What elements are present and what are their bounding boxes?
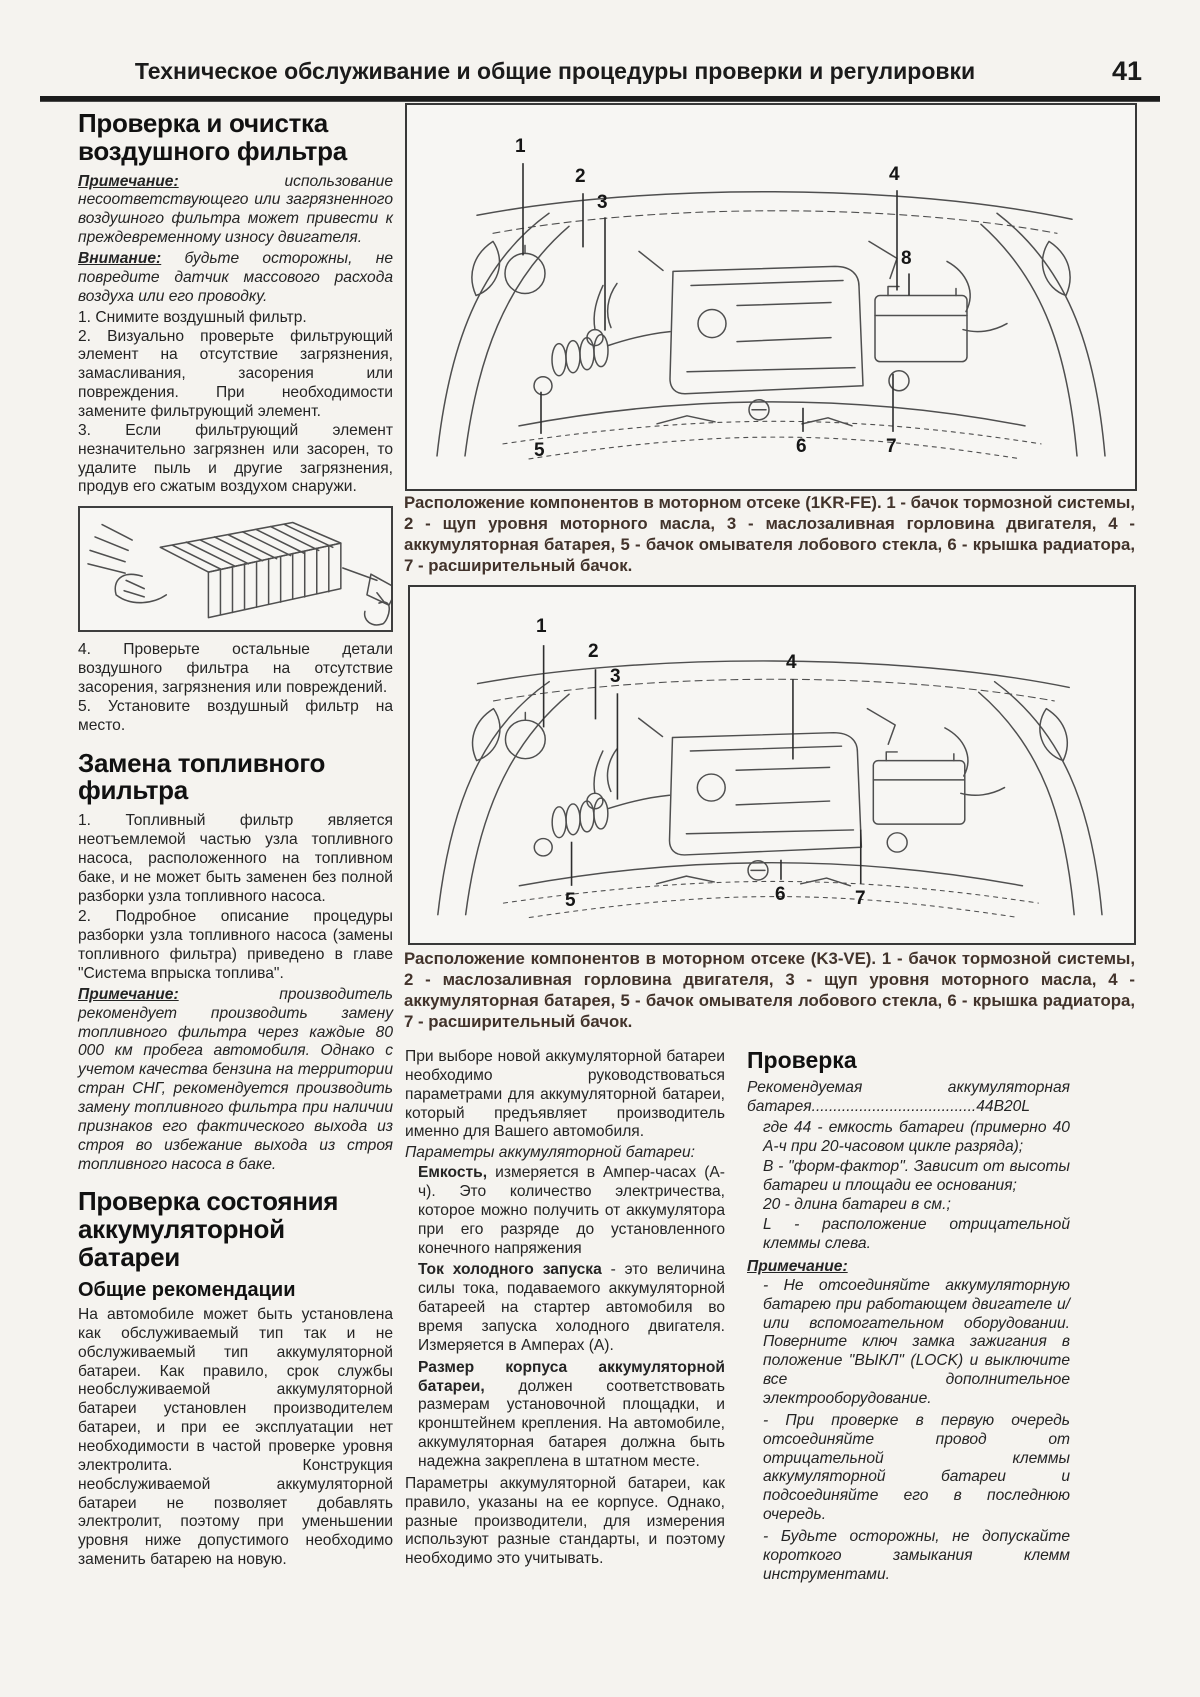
callout-number: 1 xyxy=(515,136,526,157)
page-header-title: Техническое обслуживание и общие процедуры проверки и регулировки xyxy=(134,58,976,84)
param-term: Емкость, xyxy=(418,1164,488,1182)
battery-general-text: На автомобиле может быть установлена как обслуживаемый тип так и не обслуживаемый тип аккумуляторной батареи. Как правило, срок службы необслуживаемой аккумуляторной батареи установлен производителем батареи, и при ее эксплуатации нет необходимости в частой проверке уровня электролита. Конструкция необслуживаемой аккумуляторной батареи не позволяет добавлять электролит, поэтому при уменьшении уровня ниже допустимого необходимо заменить батарею на новую. xyxy=(78,1305,393,1569)
fuel-filter-para-1: 1. Топливный фильтр является неотъемлемой частью узла топливного насоса, расположенного на топливном баке, и не может быть заменен без полной разборки узла топливного насоса. xyxy=(78,812,393,905)
page-number: 41 xyxy=(1111,56,1142,86)
section-title-battery-check: Проверка состояния аккумуляторной батареи xyxy=(78,1186,339,1273)
param-cold-cranking xyxy=(405,1261,725,1355)
callout-number: 4 xyxy=(786,652,797,673)
note-label: Примечание: xyxy=(78,985,179,1003)
callout-number: 1 xyxy=(536,616,547,637)
callout-number: 7 xyxy=(855,888,866,909)
air-filter-illustration xyxy=(80,508,391,630)
param-capacity xyxy=(405,1164,725,1258)
fuel-filter-note xyxy=(78,986,393,1175)
spec-leader-dots: ...................................... xyxy=(811,1098,977,1116)
figure-air-filter-cleaning xyxy=(78,506,393,632)
page-header xyxy=(40,58,1160,92)
section-title-air-filter: Проверка и очистка воздушного фильтра xyxy=(78,108,347,166)
fuel-filter-para-2: 2. Подробное описание процедуры разборки узла топливного насоса (замены топливного фильтра) приведено в главе "Система впрыска топлива". xyxy=(78,908,393,983)
spec-value: 44B20L xyxy=(976,1098,1031,1116)
recommended-battery-spec xyxy=(747,1079,1070,1117)
middle-column xyxy=(405,1048,725,1571)
callout-number: 6 xyxy=(796,436,807,457)
spec-decoding-line: L - расположение отрицательной клеммы слева. xyxy=(763,1216,1070,1253)
param-text: измеряется в Ампер-часах (А-ч). Это количество электричества, которое можно получить от аккумулятора при его разряде до установленного конечного напряжения xyxy=(418,1164,725,1257)
engine-bay-drawing xyxy=(407,105,1135,489)
callout-number: 5 xyxy=(534,440,545,461)
subsection-general-recommendations: Общие рекомендации xyxy=(78,1278,296,1301)
figure-engine-bay-k3-ve xyxy=(408,585,1136,945)
callout-number: 4 xyxy=(889,164,900,185)
callout-number: 5 xyxy=(565,890,576,911)
spec-label: Рекомендуемая аккумуляторная батарея xyxy=(747,1079,1070,1116)
spec-decoding-line: 20 - длина батареи в см.; xyxy=(763,1196,951,1214)
note-text: производитель рекомендует производить замену топливного фильтра через каждые 80 000 км пробега автомобиля. Однако с учетом качества бензина на территории стран СНГ, рекомендуется производить замену топливного фильтра при наличии признаков его фактического выхода из строя во избежание выхода из строя топливного насоса в баке. xyxy=(78,985,393,1173)
warning-paragraph xyxy=(78,250,393,307)
battery-params-lead: Параметры аккумуляторной батареи: xyxy=(405,1144,695,1162)
note-paragraph xyxy=(78,173,393,248)
callout-number: 6 xyxy=(775,884,786,905)
step-3: 3. Если фильтрующий элемент незначительно загрязнен или засорен, то удалите пыль и другие загрязнения, продув его сжатым воздухом снаружи. xyxy=(78,421,393,496)
spec-decoding-line: B - "форм-фактор". Зависит от высоты батареи и площади ее основания; xyxy=(763,1157,1070,1194)
battery-params-note: Параметры аккумуляторной батареи, как правило, указаны на ее корпусе. Однако, разные производители, для измерения используют разные стандарты, и поэтому необходимо это учитывать. xyxy=(405,1474,725,1568)
figure-caption-1kr-fe: Расположение компонентов в моторном отсеке (1KR-FE). 1 - бачок тормозной системы, 2 - щуп уровня моторного масла, 3 - маслозаливная горловина двигателя, 4 - аккумуляторная батарея, 5 - бачок омывателя лобового стекла, 6 - крышка радиатора, 7 - расширительный бачок. xyxy=(404,493,1135,576)
battery-selection-text: При выборе новой аккумуляторной батареи необходимо руководствоваться параметрами для аккумуляторной батареи, который предъявляет производитель именно для Вашего автомобиля. xyxy=(405,1048,725,1141)
param-case-size xyxy=(405,1359,725,1472)
note-bullet: - Будьте осторожны, не допускайте короткого замыкания клемм инструментами. xyxy=(763,1528,1070,1583)
param-text: - это величина силы тока, подаваемого аккумуляторной батареей на стартер автомобиля во время запуска холодного двигателя. Измеряется в Амперах (А). xyxy=(418,1261,725,1354)
section-title-fuel-filter: Замена топливного фильтра xyxy=(78,747,326,806)
subsection-check-title: Проверка xyxy=(747,1047,857,1073)
spec-decoding-line: где 44 - емкость батареи (примерно 40 А-ч при 20-часовом цикле разряда); xyxy=(763,1119,1070,1155)
warning-text: будьте осторожны, не повредите датчик массового расхода воздуха или его проводку. xyxy=(78,250,393,305)
note-label: Примечание: xyxy=(78,172,179,190)
param-term: Ток холодного запуска xyxy=(418,1261,602,1279)
callout-number: 7 xyxy=(886,436,897,457)
note-bullet: - Не отсоединяйте аккумуляторную батарею при работающем двигателе и/или вспомогательном оборудовании. Поверните ключ замка зажигания в положение "ВЫКЛ" (LOCK) и выключите все дополнительное электрооборудование. xyxy=(763,1276,1070,1408)
battery-check-notes xyxy=(747,1277,1070,1585)
step-1: 1. Снимите воздушный фильтр. xyxy=(78,308,307,326)
param-term: Размер корпуса аккумуляторной батареи, xyxy=(418,1358,725,1395)
right-column xyxy=(747,1048,1070,1588)
callout-number: 3 xyxy=(597,192,608,213)
spec-decoding xyxy=(747,1119,1070,1254)
note-label: Примечание: xyxy=(747,1258,848,1276)
warning-label: Внимание: xyxy=(78,250,162,268)
step-2: 2. Визуально проверьте фильтрующий элемент на отсутствие загрязнения, замасливания, засорения или повреждения. При необходимости замените фильтрующий элемент. xyxy=(78,327,393,420)
figure-caption-k3-ve: Расположение компонентов в моторном отсеке (K3-VE). 1 - бачок тормозной системы, 2 - маслозаливная горловина двигателя, 3 - щуп уровня моторного масла, 4 - аккумуляторная батарея, 5 - бачок омывателя лобового стекла, 6 - крышка радиатора, 7 - расширительный бачок. xyxy=(404,949,1135,1032)
engine-bay-drawing xyxy=(410,587,1134,943)
param-text: должен соответствовать размерам установочной площадки, и кронштейнем крепления. На автомобиле, аккумуляторная батарея должна быть надежна закреплена в штатном месте. xyxy=(418,1377,725,1471)
callout-number: 2 xyxy=(588,641,599,662)
figure-engine-bay-1kr-fe xyxy=(405,103,1137,491)
callout-number: 8 xyxy=(901,248,912,269)
header-rule xyxy=(40,96,1160,102)
callout-number: 3 xyxy=(610,666,621,687)
left-column xyxy=(78,110,393,1572)
note-text: использование несоответствующего или загрязненного воздушного фильтра может привести к преждевременному износу двигателя. xyxy=(78,172,393,247)
step-5: 5. Установите воздушный фильтр на место. xyxy=(78,697,393,734)
note-bullet: - При проверке в первую очередь отсоединяйте провод от отрицательной клеммы аккумуляторной батареи и подсоединяйте его в последнюю очередь. xyxy=(763,1411,1070,1524)
step-4: 4. Проверьте остальные детали воздушного фильтра на отсутствие засорения, загрязнения или повреждений. xyxy=(78,641,393,696)
callout-number: 2 xyxy=(575,166,586,187)
